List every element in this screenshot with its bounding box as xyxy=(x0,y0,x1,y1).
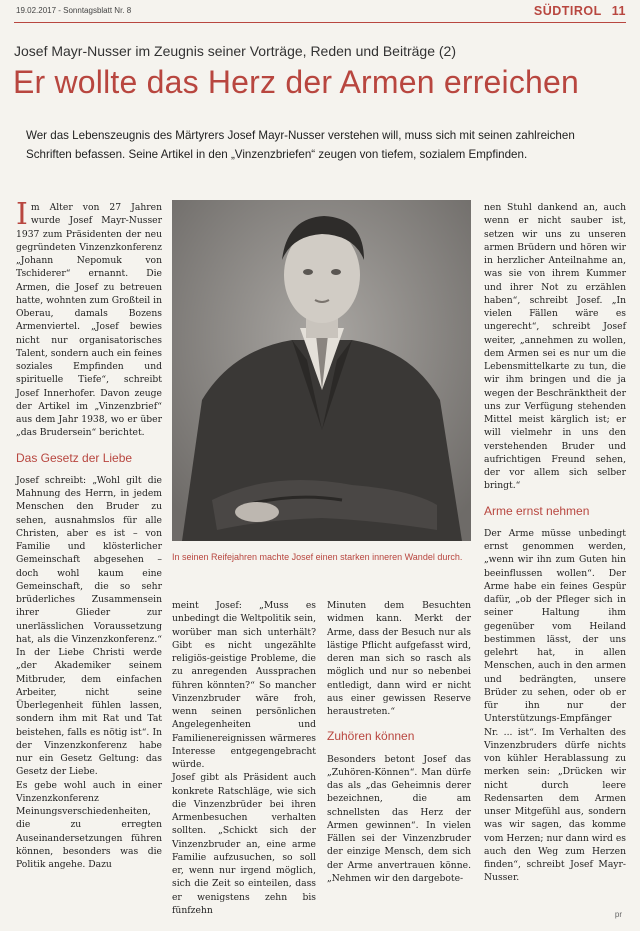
photo-caption: In seinen Reifejahren machte Josef einen starken inneren Wandel durch. xyxy=(172,552,463,562)
portrait-photo xyxy=(172,200,471,541)
author-signature: pr xyxy=(614,910,622,919)
issue-date-source: 19.02.2017 - Sonntagsblatt Nr. 8 xyxy=(16,6,132,15)
subhead-arme-ernst-nehmen: Arme ernst nehmen xyxy=(484,503,590,518)
paragraph: meint Josef: „Muss es unbedingt die Weltpolitik sein, worüber man sich unterhält? Gibt es nicht ungezählte religiös-geistige Probleme, die zu anregenden Aussprachen führen könnten?“ So mancher Vinzenzbruder wäre froh, wenn seinen persönlichen Angelegenheiten und Familienereignissen wärmeres Interesse entgegengebracht würde. xyxy=(172,600,316,770)
paragraph: Minuten dem Besuchten widmen kann. Merkt der Arme, dass der Besuch nur als lästige Pflicht aufgefasst wird, deren man sich so rasch als möglich und nur so nebenbei entledigt, dann wird er nicht aus einer gewissen Reserve heraustreten.“ xyxy=(327,600,471,717)
portrait-illustration xyxy=(172,200,471,541)
article-column-3 xyxy=(327,599,471,885)
page-number: 11 xyxy=(611,4,626,18)
intro-paragraph xyxy=(16,197,162,440)
subhead-gesetz-der-liebe: Das Gesetz der Liebe xyxy=(16,450,133,465)
intro-text: m Alter von 27 Jahren wurde Josef Mayr-Nusser 1937 zum Präsidenten der neu gegründeten Vinzenzkonferenz „Johann Nepomuk von Tschiderer“ ernannt. Die Armen, die Josef zu betreuen hatte, wohnten zum Großteil in Oberau, damals Bozens Armenviertel. „Josef bewies nicht nur organisatorisches Talent, sondern auch ein feines soziales Empfinden und spirituelle Tiefe“, schreibt Josef Innerhofer. Davon zeuge der Artikel im „Vinzenzbrief“ aus dem Jahr 1938, wo er über „das Brudersein“ berichtet. xyxy=(16,202,162,439)
article-column-4 xyxy=(484,201,626,885)
paragraph: Josef gibt als Präsident auch konkrete Ratschläge, wie sich die Vinzenzbrüder bei ihren Armenbesuchen verhalten sollten. „Schickt sich der Vinzenzbruder an, eine arme Familie aufzusuchen, so soll er, wenn nur irgend möglich, sich die Zeit so einteilen, dass er wenigstens zehn bis fünfzehn xyxy=(172,772,316,916)
section-header xyxy=(534,4,626,18)
lead-paragraph: Wer das Lebenszeugnis des Märtyrers Josef Mayr-Nusser verstehen will, muss sich mit seinen zahlreichen Schriften befassen. Seine Artikel in den „Vinzenzbriefen“ zeugen von tiefem, sozialem Empfinden. xyxy=(26,129,575,161)
article-column-1 xyxy=(16,197,162,871)
paragraph: nen Stuhl dankend an, auch wenn er nicht sauber ist, setzen wir uns zu unseren armen Brüdern und hören wir in herzlicher Anteilnahme an, was sie von ihrem Kummer und ihrer Not zu erzählen haben“, schreibt Josef. „In vielen Fällen wäre es ungerecht“, schreibt Josef weiter, „annehmen zu wollen, dem Armen sei es nur um die Lebensmittelkarte zu tun, die wir ihm bringen und die ja wegen der Beschränktheit der uns zur Verfügung stehenden Mittel meist kärglich ist; er will vielmehr in uns den verstehenden Bruder und aufrichtigen Freund sehen, der vor allem sich selber bringt.“ xyxy=(484,202,626,492)
headline: Er wollte das Herz der Armen erreichen xyxy=(13,64,580,100)
drop-cap: I xyxy=(16,197,28,232)
kicker: Josef Mayr-Nusser im Zeugnis seiner Vorträge, Reden und Beiträge (2) xyxy=(14,43,456,59)
header-rule xyxy=(14,22,626,23)
paragraph: Der Arme müsse unbedingt ernst genommen werden, „wenn wir ihn zum Guten hin beeinflussen wollen“. Der Arme habe ein feines Gespür dafür, „ob der Pfleger sich in seiner Haltung ihm gegenüber vom Heiland bestimmen lässt, der uns gelehrt hat, in allen Menschen, auch in den armen und bedrängten, unsere Brüder zu sehen, oder ob er für ihn nur der Unterstützungs-Empfänger Nr. ... ist“. Im Verhalten des Vinzenzbruders dürfe nichts von kühler Herablassung zu merken sein: „Drücken wir nicht durch leere Redensarten dem Armen unser Mitgefühl aus, sondern was wir sagen, das komme vom Herzen; nur dann wird es auch den Weg zum Herzen finden“, schreibt Josef Mayr-Nusser. xyxy=(484,527,626,884)
subhead-zuhoeren-koennen: Zuhören können xyxy=(327,729,415,744)
paragraph: Besonders betont Josef das „Zuhören-Können“. Man dürfe das als „das Geheimnis derer bezeichnen, die am schnellsten das Herz der Armen gewinnen“. In vielen Fällen sei der Vinzenzbruder der einzige Mensch, dem sich der Arme anvertrauen könne. „Nehmen wir den dargebote- xyxy=(327,753,471,884)
paragraph: Es gebe wohl auch in einer Vinzenzkonferenz Meinungsverschiedenheiten, die zu erregten Auseinandersetzungen führen können, besonders was die Politik angehe. Dazu xyxy=(16,779,162,870)
paragraph: Josef schreibt: „Wohl gilt die Mahnung des Herrn, in jedem Menschen den Bruder zu sehen, ausnahmslos für alle Christen, aber es ist – von Familie und klösterlicher Gemeinschaft abgesehen – doch wohl kaum eine Gemeinschaft, die so sehr brüderliches Zusammensein ihrer Glieder zur unerlässlichen Voraussetzung hat, als die Vinzenzkonferenz.“ In der Liebe Christi werde „der Akademiker seinem Mitbruder, dem einfachen Arbeiter, nicht seine Überlegenheit fühlen lassen, sondern ihm mit Rat und Tat beistehen, falls es nötig ist“. In der Vinzenzkonferenz habe nur ein Gesetz Geltung: das Gesetz der Liebe. xyxy=(16,474,162,778)
section-name: SÜDTIROL xyxy=(533,4,602,18)
article-column-2 xyxy=(172,599,316,917)
